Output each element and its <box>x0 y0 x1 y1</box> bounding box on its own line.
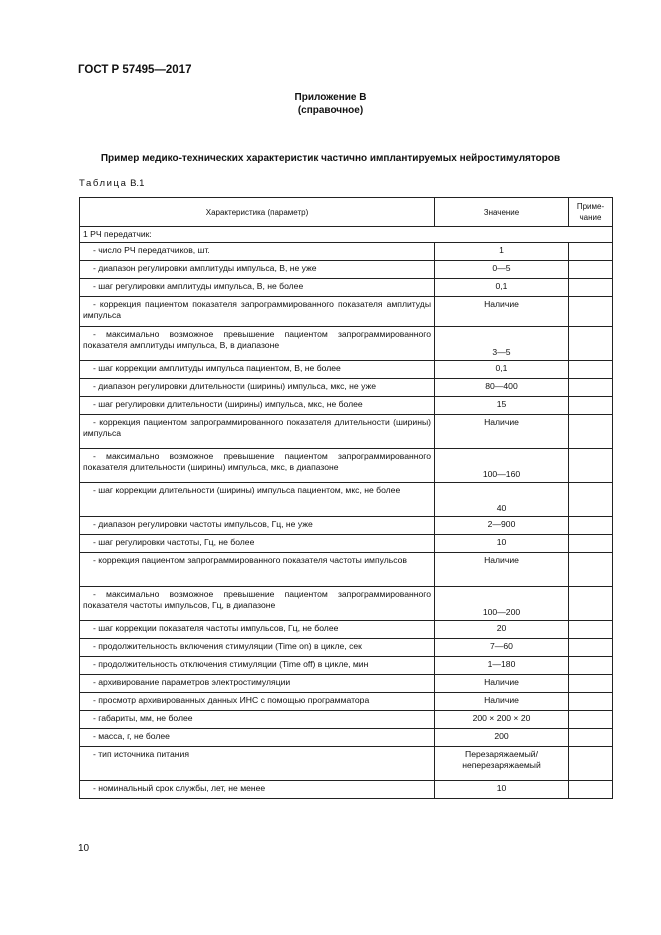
param-cell: - число РЧ передатчиков, шт. <box>80 243 435 261</box>
page-number: 10 <box>78 843 90 854</box>
header-param: Характеристика (параметр) <box>80 198 435 227</box>
table-label-number: В.1 <box>130 178 145 189</box>
param-cell: - тип источника питания <box>80 747 435 781</box>
value-cell: 40 <box>435 483 569 517</box>
header-note-line-1: Приме- <box>576 202 605 211</box>
param-cell: - архивирование параметров электростимуляции <box>80 675 435 693</box>
table-label-word: Таблица <box>79 178 128 189</box>
table-label <box>79 178 144 189</box>
standard-code: ГОСТ Р 57495—2017 <box>78 64 192 76</box>
value-cell: 2—900 <box>435 517 569 535</box>
note-cell <box>569 379 613 397</box>
value-cell: Наличие <box>435 693 569 711</box>
param-cell: - коррекция пациентом показателя запрограммированного показателя амплитуды импульса <box>80 297 435 327</box>
table-row <box>80 279 613 297</box>
table-row <box>80 397 613 415</box>
note-cell <box>569 327 613 361</box>
param-cell: - максимально возможное превышение пациентом запрограммированного показателя длительности (ширины) импульса, мкс, в диапазоне <box>80 449 435 483</box>
table-row <box>80 781 613 799</box>
value-cell: 0—5 <box>435 261 569 279</box>
param-cell: - шаг регулировки длительности (ширины) импульса, мкс, не более <box>80 397 435 415</box>
value-cell: 200 <box>435 729 569 747</box>
appendix-heading <box>0 91 661 117</box>
param-cell: - шаг регулировки частоты, Гц, не более <box>80 535 435 553</box>
note-cell <box>569 449 613 483</box>
param-cell: - шаг регулировки амплитуды импульса, В, не более <box>80 279 435 297</box>
table-row <box>80 517 613 535</box>
value-cell: 10 <box>435 535 569 553</box>
value-cell: 15 <box>435 397 569 415</box>
value-cell: 200 × 200 × 20 <box>435 711 569 729</box>
param-cell: - диапазон регулировки частоты импульсов, Гц, не уже <box>80 517 435 535</box>
value-cell: Перезаряжаемый/ неперезаряжаемый <box>435 747 569 781</box>
param-cell: - шаг коррекции показателя частоты импульсов, Гц, не более <box>80 621 435 639</box>
note-cell <box>569 587 613 621</box>
param-cell: - коррекция пациентом запрограммированного показателя длительности (ширины) импульса <box>80 415 435 449</box>
value-cell: 0,1 <box>435 279 569 297</box>
note-cell <box>569 639 613 657</box>
value-cell: Наличие <box>435 675 569 693</box>
note-cell <box>569 297 613 327</box>
table-row <box>80 327 613 361</box>
table-row <box>80 415 613 449</box>
note-cell <box>569 621 613 639</box>
appendix-subtitle: (справочное) <box>297 105 364 116</box>
note-cell <box>569 729 613 747</box>
note-cell <box>569 535 613 553</box>
table-row <box>80 535 613 553</box>
table-row <box>80 639 613 657</box>
table-row <box>80 483 613 517</box>
note-cell <box>569 747 613 781</box>
table-row <box>80 361 613 379</box>
table-caption: Пример медико-технических характеристик частично имплантируемых нейростимуляторов <box>100 153 561 164</box>
table-row <box>80 747 613 781</box>
note-cell <box>569 553 613 587</box>
table-row <box>80 711 613 729</box>
param-cell: - коррекция пациентом запрограммированного показателя частоты импульсов <box>80 553 435 587</box>
note-cell <box>569 243 613 261</box>
value-cell: 20 <box>435 621 569 639</box>
characteristics-table <box>79 197 613 799</box>
note-cell <box>569 711 613 729</box>
param-cell: - продолжительность включения стимуляции (Time on) в цикле, сек <box>80 639 435 657</box>
section-row <box>80 227 613 243</box>
value-cell: 1—180 <box>435 657 569 675</box>
table-row <box>80 553 613 587</box>
note-cell <box>569 279 613 297</box>
table-row <box>80 243 613 261</box>
value-cell: Наличие <box>435 297 569 327</box>
appendix-title: Приложение В <box>294 92 367 103</box>
value-cell: 0,1 <box>435 361 569 379</box>
table-row <box>80 297 613 327</box>
param-cell: - максимально возможное превышение пациентом запрограммированного показателя частоты импульсов, Гц, в диапазоне <box>80 587 435 621</box>
value-cell: Наличие <box>435 415 569 449</box>
param-cell: - диапазон регулировки длительности (ширины) импульса, мкс, не уже <box>80 379 435 397</box>
param-cell: - номинальный срок службы, лет, не менее <box>80 781 435 799</box>
param-cell: - просмотр архивированных данных ИНС с помощью программатора <box>80 693 435 711</box>
param-cell: - диапазон регулировки амплитуды импульса, В, не уже <box>80 261 435 279</box>
value-cell: Наличие <box>435 553 569 587</box>
param-cell: - продолжительность отключения стимуляции (Time off) в цикле, мин <box>80 657 435 675</box>
note-cell <box>569 361 613 379</box>
note-cell <box>569 657 613 675</box>
header-value: Значение <box>435 198 569 227</box>
param-cell: - максимально возможное превышение пациентом запрограммированного показателя амплитуды импульса, В, в диапазоне <box>80 327 435 361</box>
note-cell <box>569 517 613 535</box>
table-row <box>80 729 613 747</box>
table-row <box>80 657 613 675</box>
table-row <box>80 675 613 693</box>
header-note-line-2: чание <box>579 213 602 222</box>
table-row <box>80 379 613 397</box>
table-row <box>80 693 613 711</box>
value-cell: 7—60 <box>435 639 569 657</box>
note-cell <box>569 415 613 449</box>
table-row <box>80 449 613 483</box>
value-cell: 10 <box>435 781 569 799</box>
value-cell: 80—400 <box>435 379 569 397</box>
table-header-row <box>80 198 613 227</box>
note-cell <box>569 693 613 711</box>
value-cell: 100—160 <box>435 449 569 483</box>
table-row <box>80 261 613 279</box>
table-row <box>80 621 613 639</box>
note-cell <box>569 675 613 693</box>
note-cell <box>569 397 613 415</box>
value-cell: 1 <box>435 243 569 261</box>
value-cell: 3—5 <box>435 327 569 361</box>
header-note <box>569 198 613 227</box>
param-cell: - габариты, мм, не более <box>80 711 435 729</box>
param-cell: - шаг коррекции длительности (ширины) импульса пациентом, мкс, не более <box>80 483 435 517</box>
value-cell: 100—200 <box>435 587 569 621</box>
param-cell: - шаг коррекции амплитуды импульса пациентом, В, не более <box>80 361 435 379</box>
param-cell: - масса, г, не более <box>80 729 435 747</box>
note-cell <box>569 781 613 799</box>
section-title: 1 РЧ передатчик: <box>80 227 613 243</box>
note-cell <box>569 261 613 279</box>
note-cell <box>569 483 613 517</box>
table-row <box>80 587 613 621</box>
